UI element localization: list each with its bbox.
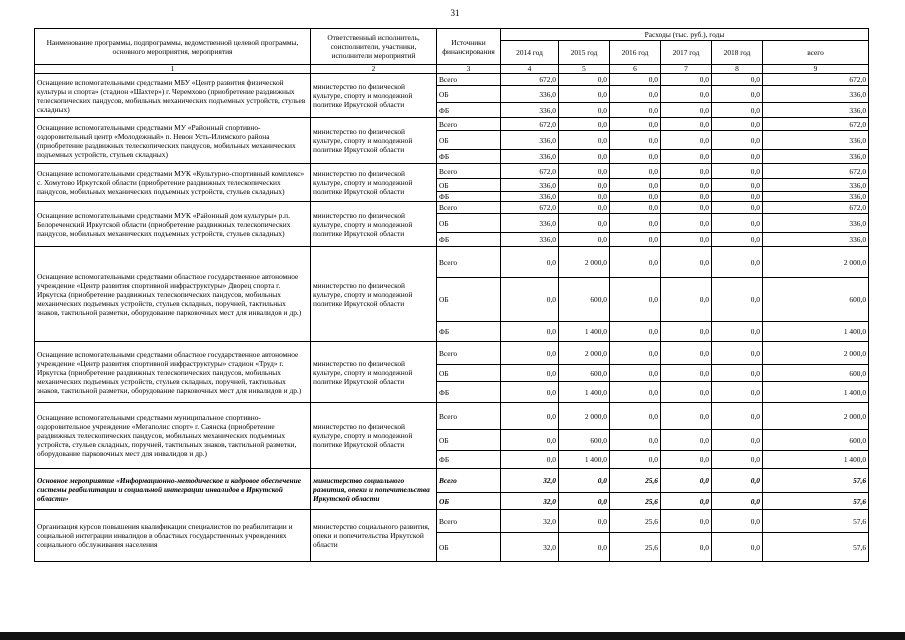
amount-year: 1 400,0 (559, 322, 610, 342)
amount-year: 0,0 (661, 86, 712, 103)
amount-year: 0,0 (559, 86, 610, 103)
responsible-executor: министерство по физической культуре, спорту и молодежной политике Иркутской области (311, 74, 437, 118)
amount-total: 2 000,0 (763, 342, 869, 365)
header-expenses: Расходы (тыс. руб.), годы (501, 29, 869, 41)
amount-year: 672,0 (501, 118, 559, 131)
amount-year: 0,0 (661, 233, 712, 247)
amount-year: 0,0 (712, 202, 763, 214)
amount-year: 0,0 (559, 131, 610, 150)
amount-year: 0,0 (610, 118, 661, 131)
amount-year: 0,0 (661, 164, 712, 179)
amount-year: 0,0 (610, 202, 661, 214)
amount-year: 1 400,0 (559, 382, 610, 403)
funding-source: ОБ (437, 131, 501, 150)
amount-year: 0,0 (712, 533, 763, 562)
amount-year: 0,0 (661, 118, 712, 131)
header-executor: Ответственный исполнитель, соисполнители, участники, исполнители мероприятий (311, 29, 437, 65)
amount-year: 1 400,0 (559, 451, 610, 469)
header-source: Источники финансирования (437, 29, 501, 65)
amount-year: 672,0 (501, 202, 559, 214)
amount-year: 0,0 (610, 150, 661, 164)
activity-name: Оснащение вспомогательными средствами МУК «Районный дом культуры» р.п. Белореченский Иркутской области (приобретение раздвижных телескопических пандусов, мобильных механических подъемных устройств, стульев складных) (35, 202, 311, 247)
amount-year: 0,0 (661, 278, 712, 322)
funding-source: ОБ (437, 430, 501, 451)
table-row (35, 510, 869, 533)
amount-year: 0,0 (712, 403, 763, 430)
amount-year: 0,0 (661, 469, 712, 493)
amount-year: 0,0 (501, 382, 559, 403)
amount-year: 0,0 (712, 451, 763, 469)
amount-year: 0,0 (661, 103, 712, 118)
funding-source: ОБ (437, 533, 501, 562)
column-number: 4 (501, 65, 559, 74)
funding-source: Всего (437, 118, 501, 131)
amount-year: 0,0 (712, 86, 763, 103)
header-year-2018: 2018 год (712, 41, 763, 65)
column-number: 3 (437, 65, 501, 74)
amount-year: 0,0 (661, 510, 712, 533)
header-year-2016: 2016 год (610, 41, 661, 65)
responsible-executor: министерство социального развития, опеки и попечительства Иркутской области (311, 510, 437, 562)
amount-total: 336,0 (763, 192, 869, 202)
header-name: Наименование программы, подпрограммы, ведомственной целевой программы, основного мероприятия, мероприятия (35, 29, 311, 65)
amount-year: 32,0 (501, 493, 559, 510)
amount-year: 0,0 (661, 247, 712, 278)
responsible-executor: министерство по физической культуре, спорту и молодежной политике Иркутской области (311, 247, 437, 342)
budget-table (34, 28, 869, 562)
amount-year: 0,0 (610, 103, 661, 118)
amount-year: 25,6 (610, 469, 661, 493)
amount-total: 600,0 (763, 430, 869, 451)
amount-year: 0,0 (661, 179, 712, 192)
amount-year: 0,0 (661, 74, 712, 86)
amount-year: 0,0 (610, 365, 661, 382)
amount-year: 0,0 (501, 322, 559, 342)
amount-year: 672,0 (501, 164, 559, 179)
amount-year: 0,0 (559, 74, 610, 86)
funding-source: Всего (437, 510, 501, 533)
amount-year: 336,0 (501, 86, 559, 103)
amount-year: 0,0 (712, 150, 763, 164)
amount-year: 0,0 (610, 192, 661, 202)
funding-source: Всего (437, 247, 501, 278)
responsible-executor: министерство по физической культуре, спорту и молодежной политике Иркутской области (311, 164, 437, 202)
amount-year: 0,0 (559, 192, 610, 202)
amount-total: 57,6 (763, 533, 869, 562)
amount-year: 25,6 (610, 510, 661, 533)
responsible-executor: министерство социального развития, опеки и попечительства Иркутской области (311, 469, 437, 510)
amount-year: 0,0 (559, 533, 610, 562)
amount-year: 0,0 (559, 164, 610, 179)
table-row (35, 469, 869, 493)
funding-source: ФБ (437, 233, 501, 247)
amount-year: 0,0 (712, 365, 763, 382)
amount-year: 0,0 (712, 322, 763, 342)
amount-total: 336,0 (763, 214, 869, 233)
table-row (35, 202, 869, 214)
amount-total: 600,0 (763, 365, 869, 382)
amount-year: 0,0 (559, 510, 610, 533)
amount-year: 0,0 (661, 365, 712, 382)
activity-name: Оснащение вспомогательными средствами МБУ «Центр развития физической культуры и спорта» (стадион «Шахтер») г. Черемхово (приобретение раздвижных телескопических пандусов, мобильных механических подъемных устройств, стульев складных) (35, 74, 311, 118)
amount-year: 0,0 (661, 493, 712, 510)
column-number: 6 (610, 65, 661, 74)
table-row (35, 164, 869, 179)
activity-name: Оснащение вспомогательными средствами МУ «Районный спортивно-оздоровительный центр «Молодежный» п. Невон Усть-Илимского района (приобретение раздвижных телескопических пандусов, мобильных механических подъемных устройств, стульев складных) (35, 118, 311, 164)
amount-year: 0,0 (610, 74, 661, 86)
amount-year: 0,0 (661, 322, 712, 342)
amount-year: 0,0 (610, 451, 661, 469)
amount-year: 0,0 (610, 247, 661, 278)
amount-year: 25,6 (610, 533, 661, 562)
responsible-executor: министерство по физической культуре, спорту и молодежной политике Иркутской области (311, 342, 437, 403)
amount-year: 0,0 (661, 403, 712, 430)
amount-year: 0,0 (559, 469, 610, 493)
responsible-executor: министерство по физической культуре, спорту и молодежной политике Иркутской области (311, 118, 437, 164)
amount-year: 0,0 (661, 150, 712, 164)
amount-year: 2 000,0 (559, 403, 610, 430)
header-year-2015: 2015 год (559, 41, 610, 65)
amount-year: 0,0 (610, 382, 661, 403)
amount-total: 1 400,0 (763, 322, 869, 342)
amount-year: 336,0 (501, 103, 559, 118)
funding-source: ФБ (437, 451, 501, 469)
column-number: 1 (35, 65, 311, 74)
activity-name: Основное мероприятие «Информационно-методическое и кадровое обеспечение системы реабилитации и социальной интеграции инвалидов в Иркутской области» (35, 469, 311, 510)
amount-year: 0,0 (661, 533, 712, 562)
amount-year: 0,0 (610, 403, 661, 430)
amount-year: 672,0 (501, 74, 559, 86)
amount-year: 32,0 (501, 469, 559, 493)
amount-year: 0,0 (501, 403, 559, 430)
amount-year: 336,0 (501, 214, 559, 233)
header-year-2014: 2014 год (501, 41, 559, 65)
amount-year: 0,0 (712, 131, 763, 150)
amount-total: 672,0 (763, 74, 869, 86)
amount-year: 2 000,0 (559, 247, 610, 278)
table-row (35, 342, 869, 365)
amount-total: 672,0 (763, 202, 869, 214)
page-bottom-edge (0, 632, 905, 640)
amount-year: 0,0 (712, 74, 763, 86)
amount-total: 1 400,0 (763, 451, 869, 469)
amount-year: 336,0 (501, 150, 559, 164)
amount-year: 0,0 (559, 179, 610, 192)
amount-year: 0,0 (610, 342, 661, 365)
header-year-2017: 2017 год (661, 41, 712, 65)
amount-year: 0,0 (501, 430, 559, 451)
amount-year: 0,0 (610, 164, 661, 179)
amount-total: 57,6 (763, 510, 869, 533)
table-row (35, 247, 869, 278)
amount-year: 336,0 (501, 192, 559, 202)
amount-year: 0,0 (661, 214, 712, 233)
funding-source: ОБ (437, 214, 501, 233)
amount-total: 57,6 (763, 493, 869, 510)
responsible-executor: министерство по физической культуре, спорту и молодежной политике Иркутской области (311, 403, 437, 469)
amount-year: 0,0 (661, 451, 712, 469)
amount-year: 0,0 (712, 342, 763, 365)
responsible-executor: министерство по физической культуре, спорту и молодежной политике Иркутской области (311, 202, 437, 247)
amount-year: 0,0 (712, 469, 763, 493)
funding-source: ФБ (437, 382, 501, 403)
amount-year: 0,0 (559, 202, 610, 214)
amount-total: 2 000,0 (763, 403, 869, 430)
amount-year: 0,0 (501, 342, 559, 365)
amount-total: 57,6 (763, 469, 869, 493)
table-row (35, 74, 869, 86)
amount-year: 0,0 (559, 233, 610, 247)
column-number: 5 (559, 65, 610, 74)
funding-source: ОБ (437, 365, 501, 382)
funding-source: ОБ (437, 493, 501, 510)
column-number: 9 (763, 65, 869, 74)
amount-year: 0,0 (712, 493, 763, 510)
column-number: 8 (712, 65, 763, 74)
column-number: 2 (311, 65, 437, 74)
table-row (35, 118, 869, 131)
amount-year: 0,0 (501, 278, 559, 322)
amount-year: 25,6 (610, 493, 661, 510)
amount-year: 0,0 (661, 192, 712, 202)
amount-year: 0,0 (712, 179, 763, 192)
funding-source: ФБ (437, 103, 501, 118)
funding-source: Всего (437, 164, 501, 179)
amount-year: 0,0 (712, 214, 763, 233)
amount-year: 0,0 (559, 118, 610, 131)
activity-name: Оснащение вспомогательными средствами муниципальное спортивно-оздоровительное учреждение «Мегаполис спорт» г. Саянска (приобретение раздвижных телескопических пандусов, мобильных механических подъемных устройств, стульев складных, поручней, тактильных знаков, тактильной разметки, оборудование парковочных мест для инвалидов и др.) (35, 403, 311, 469)
column-number: 7 (661, 65, 712, 74)
activity-name: Оснащение вспомогательными средствами областное государственное автономное учреждение «Центр развития спортивной инфраструктуры» Дворец спорта г. Иркутска (приобретение раздвижных телескопических пандусов, мобильных механических подъемных устройств, стульев складных, поручней, тактильных знаков, тактильной разметки, оборудование парковочных мест для инвалидов и др.) (35, 247, 311, 342)
amount-total: 1 400,0 (763, 382, 869, 403)
amount-total: 672,0 (763, 164, 869, 179)
amount-year: 0,0 (559, 150, 610, 164)
funding-source: Всего (437, 202, 501, 214)
amount-year: 0,0 (610, 278, 661, 322)
amount-year: 0,0 (712, 382, 763, 403)
amount-year: 336,0 (501, 131, 559, 150)
amount-year: 0,0 (610, 131, 661, 150)
amount-year: 0,0 (559, 103, 610, 118)
funding-source: Всего (437, 342, 501, 365)
amount-total: 336,0 (763, 103, 869, 118)
amount-year: 600,0 (559, 430, 610, 451)
amount-year: 0,0 (610, 179, 661, 192)
amount-year: 32,0 (501, 510, 559, 533)
amount-year: 0,0 (501, 365, 559, 382)
amount-year: 0,0 (559, 214, 610, 233)
amount-year: 0,0 (712, 278, 763, 322)
amount-year: 336,0 (501, 179, 559, 192)
amount-year: 0,0 (712, 430, 763, 451)
funding-source: Всего (437, 403, 501, 430)
header-total: всего (763, 41, 869, 65)
amount-year: 0,0 (559, 493, 610, 510)
amount-total: 336,0 (763, 179, 869, 192)
amount-year: 0,0 (610, 233, 661, 247)
amount-year: 0,0 (712, 118, 763, 131)
amount-year: 0,0 (661, 131, 712, 150)
amount-year: 0,0 (501, 247, 559, 278)
activity-name: Организация курсов повышения квалификации специалистов по реабилитации и социальной интеграции инвалидов в областных государственных учреждениях социального обслуживания населения (35, 510, 311, 562)
amount-year: 600,0 (559, 365, 610, 382)
amount-year: 2 000,0 (559, 342, 610, 365)
amount-year: 0,0 (661, 342, 712, 365)
funding-source: ФБ (437, 150, 501, 164)
amount-year: 0,0 (712, 164, 763, 179)
amount-total: 336,0 (763, 233, 869, 247)
amount-total: 336,0 (763, 131, 869, 150)
amount-total: 2 000,0 (763, 247, 869, 278)
amount-year: 0,0 (610, 86, 661, 103)
amount-total: 600,0 (763, 278, 869, 322)
amount-year: 0,0 (712, 233, 763, 247)
funding-source: Всего (437, 469, 501, 493)
amount-year: 0,0 (501, 451, 559, 469)
amount-year: 0,0 (661, 430, 712, 451)
amount-total: 672,0 (763, 118, 869, 131)
amount-year: 0,0 (712, 103, 763, 118)
amount-total: 336,0 (763, 86, 869, 103)
amount-year: 0,0 (610, 430, 661, 451)
amount-year: 0,0 (661, 382, 712, 403)
amount-year: 0,0 (610, 322, 661, 342)
amount-year: 0,0 (712, 192, 763, 202)
amount-year: 0,0 (712, 510, 763, 533)
funding-source: Всего (437, 74, 501, 86)
amount-year: 32,0 (501, 533, 559, 562)
activity-name: Оснащение вспомогательными средствами МУК «Культурно-спортивный комплекс» с. Хомутово Иркутской области (приобретение раздвижных телескопических пандусов, мобильных механических подъемных устройств, стульев складных) (35, 164, 311, 202)
page-number: 31 (450, 8, 460, 18)
amount-year: 0,0 (661, 202, 712, 214)
amount-year: 0,0 (712, 247, 763, 278)
funding-source: ОБ (437, 179, 501, 192)
amount-year: 336,0 (501, 233, 559, 247)
activity-name: Оснащение вспомогательными средствами областное государственное автономное учреждение «Центр развития спортивной инфраструктуры» стадион «Труд» г. Иркутска (приобретение раздвижных телескопических пандусов, мобильных механических подъемных устройств, стульев складных, поручней, тактильных знаков, тактильной разметки, оборудование парковочных мест для инвалидов и др.) (35, 342, 311, 403)
table-row (35, 403, 869, 430)
amount-year: 600,0 (559, 278, 610, 322)
funding-source: ОБ (437, 86, 501, 103)
funding-source: ОБ (437, 278, 501, 322)
funding-source: ФБ (437, 192, 501, 202)
amount-total: 336,0 (763, 150, 869, 164)
funding-source: ФБ (437, 322, 501, 342)
amount-year: 0,0 (610, 214, 661, 233)
